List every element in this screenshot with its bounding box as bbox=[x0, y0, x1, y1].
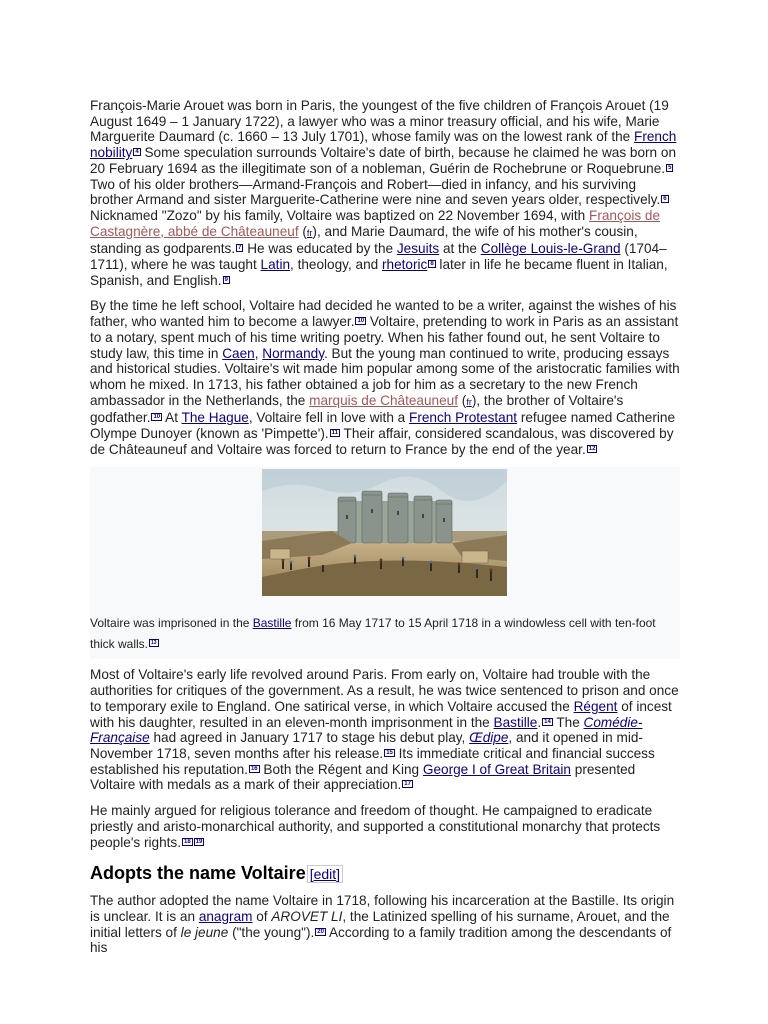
paragraph-early-life: Most of Voltaire's early life revolved around Paris. From early on, Voltaire had trouble with the authorities for critiques of the government. As a result, he was twice sentenced to prison and once to temporary exile to England. One satirical verse, in which Voltaire accused the Régent of incest with his daughter, resulted in an eleven-month imprisonment in the Bastille. $^{14}$ The Comédie-Française had agreed in January 1717 to stage his debut play, Œdipe, and it opened in mid-November 1718, seven months after his release. $^{15}$ Its immediate critical and financial success established his reputation. $^{16}$ Both the Régent and King George I of Great Britain presented Voltaire with medals as a mark of their appreciation. $^{17}$ bbox=[90, 667, 679, 793]
link-french-nobility[interactable]: French nobility bbox=[90, 129, 677, 161]
paragraph-birth: François-Marie Arouet was born in Paris, the youngest of the five children of François Arouet (19 August 1649 – 1 January 1722), a lawyer who was a minor treasury official, and his wife, Marie Marguerite Daumard (c. 1660 – 13 July 1701), whose family was on the lowest rank of the French nobility $^4$ Some speculation surrounds Voltaire's date of birth, because he claimed he was born on 20 February 1694 as the illegitimate son of a nobleman, Guérin de Rochebrune or Roquebrune. $^5$ Two of his older brothers—Armand-François and Robert—died in infancy, and his surviving brother Armand and sister Marguerite-Catherine were nine and seven years older, respectively. $^6$ Nicknamed "Zozo" by his family, Voltaire was baptized on 22 November 1694, with François de Castagnère, abbé de Châteauneuf (fr), and Marie Daumard, the wife of his mother's cousin, standing as godparents. $^7$ He was educated by the Jesuits at the Collège Louis-le-Grand (1704–1711), where he was taught Latin, theology, and rhetoric $^8$ later in life he became fluent in Italian, Spanish, and English. $^9$ bbox=[90, 98, 677, 288]
link-castagnere[interactable]: François de Castagnère, abbé de Châteauneuf bbox=[90, 207, 661, 239]
bastille-figure bbox=[90, 467, 680, 659]
article-body bbox=[90, 98, 680, 966]
link-latin[interactable]: Latin bbox=[260, 257, 291, 273]
ref-7[interactable]: 7 bbox=[238, 245, 242, 252]
link-normandy[interactable]: Normandy bbox=[262, 345, 324, 361]
ref-13[interactable]: 13 bbox=[151, 640, 157, 647]
link-the-hague[interactable]: The Hague bbox=[181, 410, 249, 426]
link-george-i[interactable]: George I of Great Britain bbox=[422, 761, 571, 777]
ref-10b[interactable]: 10 bbox=[153, 414, 161, 421]
ref-8[interactable]: 8 bbox=[430, 261, 434, 268]
ref-5[interactable]: 5 bbox=[668, 164, 672, 171]
link-rhetoric[interactable]: rhetoric bbox=[381, 257, 428, 273]
link-oedipe[interactable]: Œdipe bbox=[469, 730, 509, 746]
link-fr-castagnere[interactable]: fr bbox=[306, 227, 313, 238]
ref-12[interactable]: 12 bbox=[588, 445, 596, 452]
ref-9[interactable]: 9 bbox=[224, 276, 228, 283]
link-bastille-caption[interactable]: Bastille bbox=[252, 616, 292, 631]
ref-20[interactable]: 20 bbox=[317, 928, 324, 935]
ref-14[interactable]: 14 bbox=[544, 718, 551, 725]
link-fr-marquis[interactable]: fr bbox=[466, 396, 472, 407]
ref-17[interactable]: 17 bbox=[404, 781, 411, 788]
link-anagram[interactable]: anagram bbox=[198, 908, 253, 924]
ref-16[interactable]: 16 bbox=[250, 765, 258, 772]
ref-4[interactable]: 4 bbox=[135, 149, 139, 156]
paragraph-school: By the time he left school, Voltaire had decided he wanted to be a writer, against the wishes of his father, who wanted him to become a lawyer. $^{10}$ Voltaire, pretending to work in Paris as an assistant to a notary, spent much of his time writing poetry. When his father found out, he sent Voltaire to study law, this time in Caen, Normandy. But the young man continued to write, producing essays and historical studies. Voltaire's wit made him popular among some of the aristocratic families with whom he mixed. In 1713, his father obtained a job for him as a secretary to the new French ambassador in the Netherlands, the marquis de Châteauneuf (fr), the brother of Voltaire's godfather. $^{10}$ At The Hague, Voltaire fell in love with a French Protestant refugee named Catherine Olympe Dunoyer (known as 'Pimpette'). $^{11}$ Their affair, considered scandalous, was discovered by de Châteauneuf and Voltaire was forced to return to France by the end of the year. $^{12}$ bbox=[90, 298, 680, 457]
ref-18[interactable]: 18 bbox=[184, 838, 191, 845]
link-french-protestant[interactable]: French Protestant bbox=[409, 410, 518, 426]
edit-section-link[interactable]: [edit] bbox=[307, 865, 343, 883]
figure-caption: Voltaire was imprisoned in the Bastille from 16 May 1717 to 15 April 1718 in a windowless cell with ten-foot thick walls. $^{13}$ bbox=[90, 616, 656, 652]
link-regent[interactable]: Régent bbox=[573, 698, 618, 714]
link-college-louis-le-grand[interactable]: Collège Louis-le-Grand bbox=[480, 241, 621, 257]
link-caen[interactable]: Caen bbox=[222, 345, 255, 361]
bastille-image[interactable] bbox=[262, 469, 507, 596]
ref-10[interactable]: 10 bbox=[357, 318, 365, 325]
link-marquis-de-chateauneuf[interactable]: marquis de Châteauneuf bbox=[309, 392, 459, 408]
bastille-illustration bbox=[262, 469, 507, 596]
link-bastille[interactable]: Bastille bbox=[493, 714, 538, 730]
ref-15[interactable]: 15 bbox=[386, 749, 393, 756]
paragraph-tolerance: He mainly argued for religious tolerance and freedom of thought. He campaigned to eradicate priestly and aristo-monarchical authority, and supported a constitutional monarchy that protects people's rights. $^{18}$ $^{19}$ bbox=[90, 803, 661, 850]
ref-19[interactable]: 19 bbox=[195, 838, 203, 845]
section-heading: Adopts the name Voltaire [edit] bbox=[90, 862, 680, 885]
link-jesuits[interactable]: Jesuits bbox=[396, 241, 440, 257]
paragraph-name-origin: The author adopted the name Voltaire in 1718, following his incarceration at the Bastille. Its origin is unclear. It is an anagram of AROVET LI, the Latinized spelling of his surname, Arouet, and the initial letters of le jeune ("the young"). $^{20}$ According to a family tradition among the descendants of his bbox=[90, 893, 675, 956]
link-comedie-francaise[interactable]: Comédie-Française bbox=[90, 714, 643, 746]
ref-6[interactable]: 6 bbox=[663, 196, 667, 203]
ref-11[interactable]: 11 bbox=[331, 430, 338, 437]
